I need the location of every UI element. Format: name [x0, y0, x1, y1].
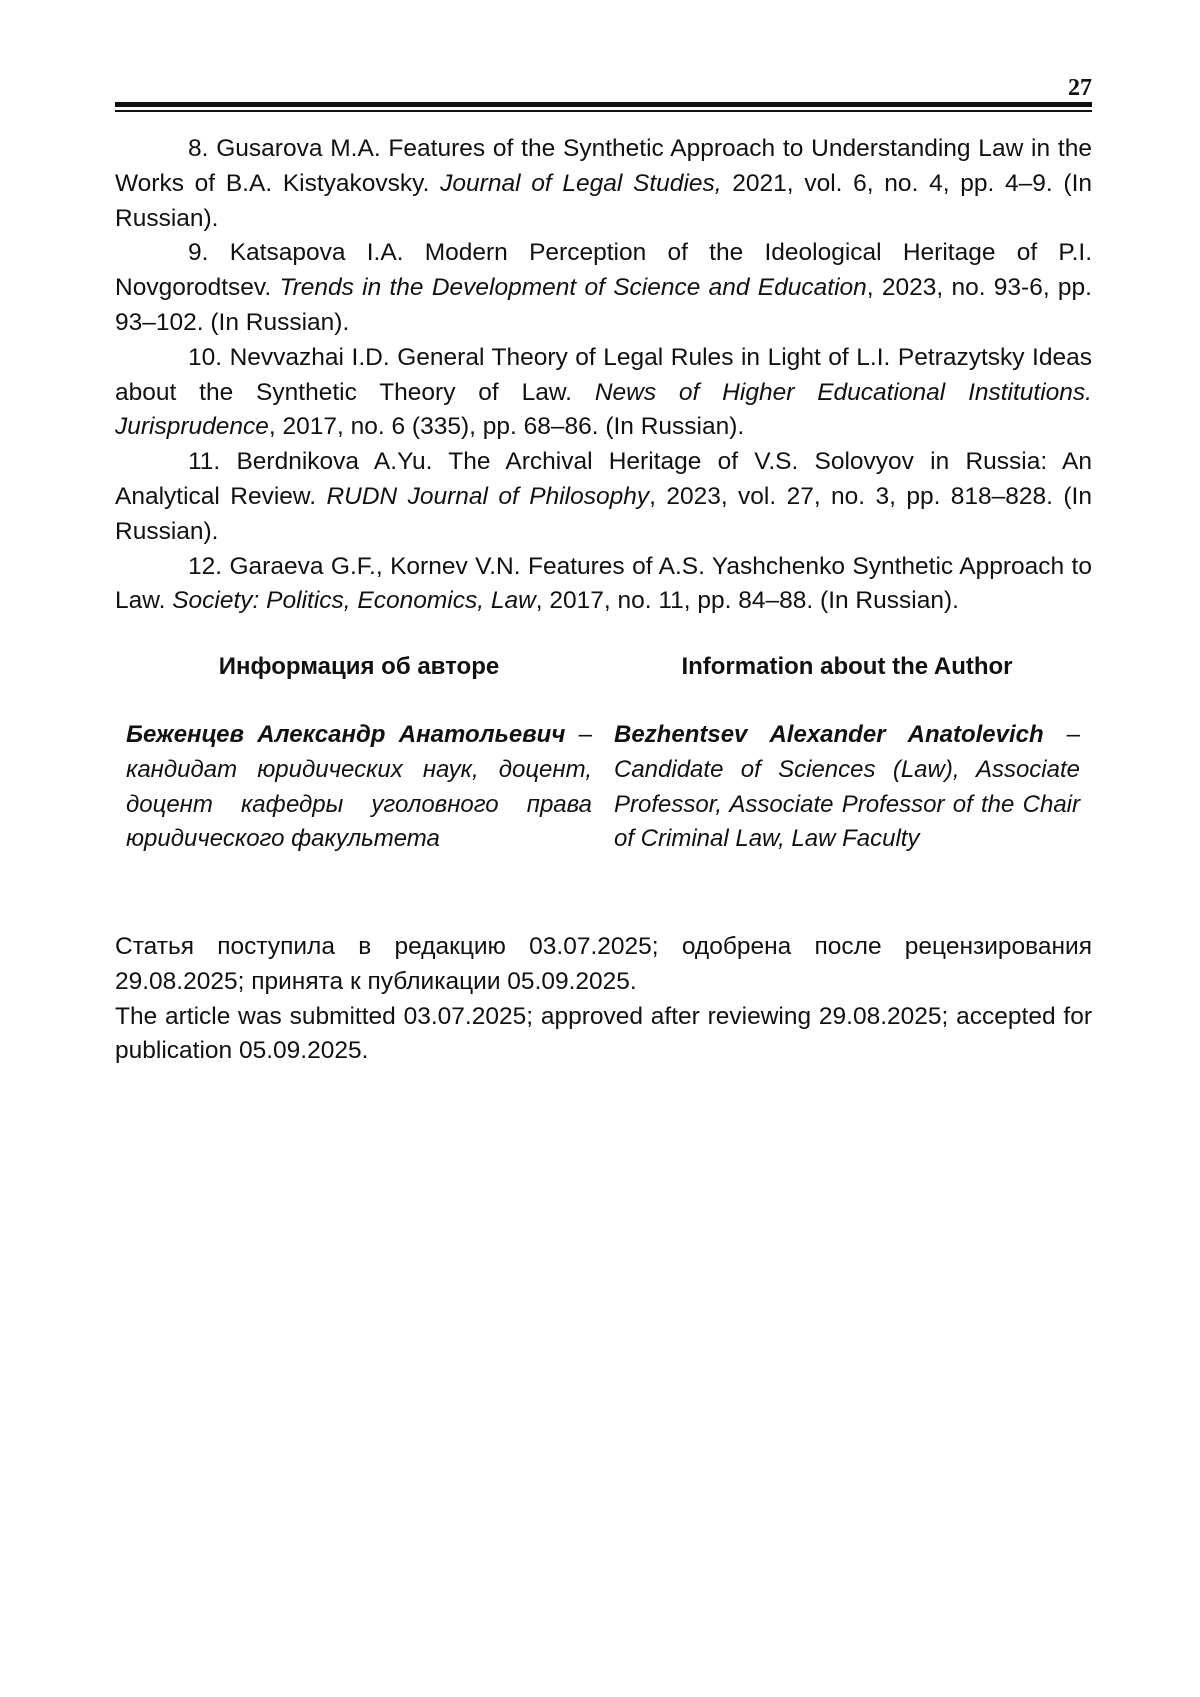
- references-list: [115, 132, 1092, 619]
- reference-journal: Journal of Legal Studies,: [440, 169, 722, 197]
- author-description-ru: кандидат юридических наук, доцент, доцент кафедры уголовного права юридического факультета: [126, 755, 592, 853]
- author-description-en: Candidate of Sciences (Law), Associate Professor, Associate Professor of the Chair of Criminal Law, Law Faculty: [614, 755, 1080, 853]
- author-details-en: [614, 718, 1080, 857]
- reference-journal: RUDN Journal of Philosophy: [326, 482, 650, 510]
- reference-item: [115, 236, 1092, 340]
- author-info-english: [614, 650, 1080, 857]
- author-name-en: Bezhentsev Alexander Anatolevich: [614, 721, 1044, 748]
- reference-text: 12. Garaeva G.F., Kornev V.N. Features of A.S. Yashchenko Synthetic Approach to Law.: [115, 552, 1092, 615]
- reference-journal: Society: Politics, Economics, Law: [172, 587, 536, 615]
- reference-text: 8. Gusarova M.A. Features of the Synthetic Approach to Understanding Law in the Works of B.A. Kistyakovsky.: [115, 135, 1092, 197]
- author-heading-ru: Информация об авторе: [218, 653, 500, 680]
- reference-item: [115, 445, 1092, 549]
- reference-text: 9. Katsapova I.A. Modern Perception of the Ideological Heritage of P.I. Novgorodtsev.: [115, 239, 1092, 302]
- page-number: 27: [1068, 75, 1092, 101]
- article-dates: [115, 930, 1092, 1069]
- reference-details: , 2017, no. 11, pp. 84–88. (In Russian).: [535, 587, 959, 615]
- reference-text: 11. Berdnikova A.Yu. The Archival Heritage of V.S. Solovyov in Russia: An Analytical Review.: [115, 448, 1092, 510]
- author-info-russian: [126, 650, 592, 857]
- reference-details: , 2023, no. 93-6, pp. 93–102. (In Russian).: [115, 274, 1092, 336]
- author-name-ru: Беженцев Александр Анатольевич: [126, 721, 566, 748]
- author-dash-en: –: [1043, 721, 1080, 748]
- reference-text: 10. Nevvazhai I.D. General Theory of Legal Rules in Light of L.I. Petrazytsky Ideas about the Synthetic Theory of Law.: [115, 343, 1092, 406]
- reference-details: , 2017, no. 6 (335), pp. 68–86. (In Russian).: [268, 413, 745, 441]
- header-rule-thick: [115, 102, 1092, 107]
- header-rule-thin: [115, 110, 1092, 112]
- reference-details: 2021, vol. 6, no. 4, pp. 4–9. (In Russian).: [115, 169, 1093, 232]
- reference-details: , 2023, vol. 27, no. 3, pp. 818–828. (In Russian).: [115, 482, 1092, 545]
- article-dates-ru: Статья поступила в редакцию 03.07.2025; одобрена после рецензирования 29.08.2025; принята к публикации 05.09.2025.: [115, 933, 1092, 995]
- reference-item: [115, 550, 1092, 620]
- article-dates-en: The article was submitted 03.07.2025; approved after reviewing 29.08.2025; accepted for publication 05.09.2025.: [115, 1002, 1092, 1065]
- author-dash-ru: –: [565, 721, 592, 748]
- reference-journal: News of Higher Educational Institutions. Jurisprudence: [115, 378, 1092, 441]
- reference-item: [115, 132, 1092, 236]
- author-heading-en: Information about the Author: [681, 653, 1013, 680]
- author-details-ru: [126, 718, 592, 857]
- reference-item: [115, 341, 1092, 445]
- reference-journal: Trends in the Development of Science and Education: [279, 274, 867, 302]
